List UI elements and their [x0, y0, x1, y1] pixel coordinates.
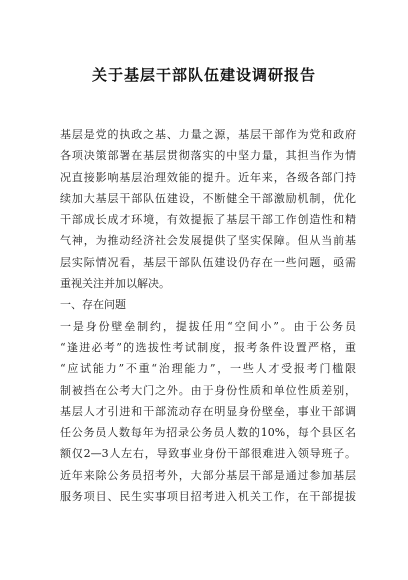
- body-line: 制被挡在公考大门之外。由于身份性质和单位性质差别，: [60, 383, 356, 397]
- body-line: 重视关注并加以解决。: [60, 277, 170, 291]
- body-line: 干部成长成才环境，有效提振了基层干部工作创造性和精: [60, 213, 356, 227]
- body-line: “应试能力”不重“治理能力”，一些人才受报考门槛限: [60, 362, 356, 376]
- body-line: 额仅2—3人左右，导致事业身份干部很难进入领导班子。: [60, 447, 356, 461]
- document-body: [60, 124, 356, 507]
- body-line: 续加大基层干部队伍建设，不断健全干部激励机制，优化: [60, 191, 356, 205]
- document-title: 关于基层干部队伍建设调研报告: [91, 66, 316, 84]
- body-line: 气神，为推动经济社会发展提供了坚实保障。但从当前基: [60, 234, 356, 248]
- body-line: 基层人才引进和干部流动存在明显身份壁垒，事业干部调: [60, 404, 356, 418]
- body-line: 基层是党的执政之基、力量之源，基层干部作为党和政府: [60, 128, 356, 141]
- body-line: 一是身份壁垒制约，提拔任用“空间小”。由于公务员: [60, 319, 356, 333]
- body-line: 各项决策部署在基层贯彻落实的中坚力量，其担当作为情: [60, 149, 356, 163]
- body-line: 近年来除公务员招考外，大部分基层干部是通过参加基层: [60, 468, 356, 482]
- body-line: 况直接影响基层治理效能的提升。近年来，各级各部门持: [60, 170, 356, 184]
- section-heading: 一、存在问题: [60, 298, 126, 312]
- body-line: 层实际情况看，基层干部队伍建设仍存在一些问题，亟需: [60, 255, 356, 269]
- body-line: 任公务员人数每年为招录公务员人数的10%，每个县区名: [60, 426, 356, 440]
- body-line: “逢进必考”的选拔性考试制度，报考条件设置严格，重: [60, 340, 356, 354]
- body-line: 服务项目、民生实事项目招考进入机关工作，在干部提拔: [60, 490, 356, 504]
